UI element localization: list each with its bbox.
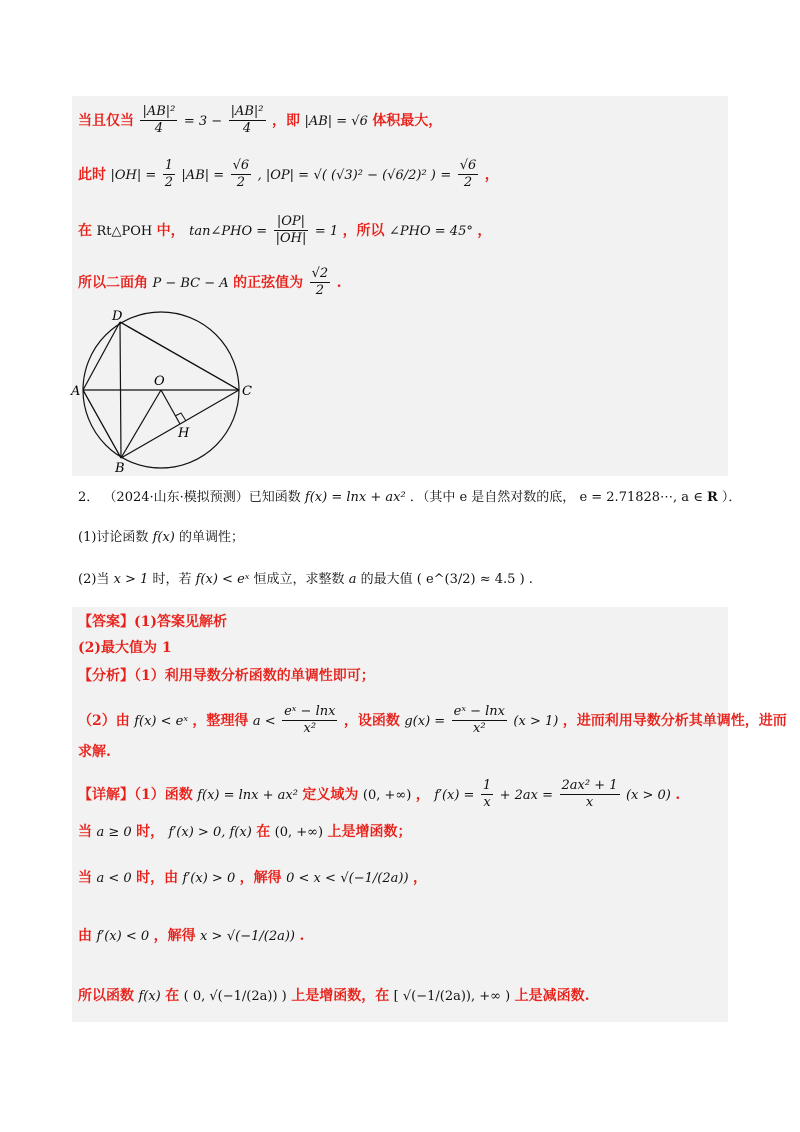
problem-2-statement: 2． （2024·山东·模拟预测）已知函数 f(x) = lnx + ax² ．（其中 e 是自然对数的底， e = 2.71828⋯, a ∈ R ）． xyxy=(78,490,742,505)
dihedral-conclusion-line: 所以二面角 P − BC − A 的正弦值为 $\frac{√2}{2}$ . xyxy=(78,266,342,299)
circle-geometry-figure xyxy=(68,306,268,476)
detail-line-5: 所以函数 f(x) 在 ( 0, √(−1/(2a)) ) 上是增函数，在 [ √(−1/(2a)), +∞ ) 上是减函数. xyxy=(78,988,590,1004)
label-b: B xyxy=(115,461,125,476)
problem-2-part-2: (2)当 x > 1 时，若 f(x) < eˣ 恒成立，求整数 a 的最大值 ( e^(3/2) ≈ 4.5 ) . xyxy=(78,572,533,587)
label-h: H xyxy=(178,426,190,441)
label-c: C xyxy=(242,384,252,399)
analysis-line-2: （2）由 f(x) < eˣ ，整理得 a < $\frac{\text{eˣ − lnx}}{\text{x²}}$ ，设函数 g(x) = $\frac{\text{eˣ − lnx}}{\text{x²}}$ (x > 1) ，进而利用导数分析其单调性，进而 xyxy=(78,704,787,737)
label-d: D xyxy=(112,309,123,324)
answer-line-2: (2)最大值为 1 xyxy=(78,640,172,656)
label-o: O xyxy=(154,374,165,389)
analysis-line-3: 求解. xyxy=(78,744,111,760)
tan-line: 在 Rt△POH 中， tan∠PHO = $\frac{|OP|}{|OH|}$ = 1 ，所以 ∠PHO = 45° ， xyxy=(78,214,492,247)
answer-line-1: 【答案】(1)答案见解析 xyxy=(78,614,227,630)
label-a: A xyxy=(71,384,81,399)
detail-line-2: 当 a ≥ 0 时， f′(x) > 0, f(x) 在 (0, +∞) 上是增函数； xyxy=(78,824,412,840)
detail-line-4: 由 f′(x) < 0 ，解得 x > √(−1/(2a)) . xyxy=(78,928,305,944)
problem-2-part-1: (1)讨论函数 f(x) 的单调性； xyxy=(78,530,245,545)
detail-line-1: 【详解】（1）函数 f(x) = lnx + ax² 定义域为 (0, +∞) ， f′(x) = $\frac{1}{x}$ + 2ax = $\frac{\text{2ax² + 1}}{x}$ (x > 0) . xyxy=(78,778,681,811)
equality-condition-line: 当且仅当 $\frac{\text{|AB|²}}{4}$ = 3 − $\frac{\text{|AB|²}}{4}$ ，即 |AB| = √6 体积最大， xyxy=(78,104,443,137)
analysis-line-1: 【分析】（1）利用导数分析函数的单调性即可； xyxy=(78,668,375,684)
oh-op-line: 此时 |OH| = $\frac{1}{2}$ |AB| = $\frac{√6}{2}$ , |OP| = √( (√3)² − (√6/2)² ) = $\frac{√6}{2}$ ， xyxy=(78,158,499,191)
detail-line-3: 当 a < 0 时，由 f′(x) > 0 ，解得 0 < x < √(−1/(2a)) ， xyxy=(78,870,427,886)
